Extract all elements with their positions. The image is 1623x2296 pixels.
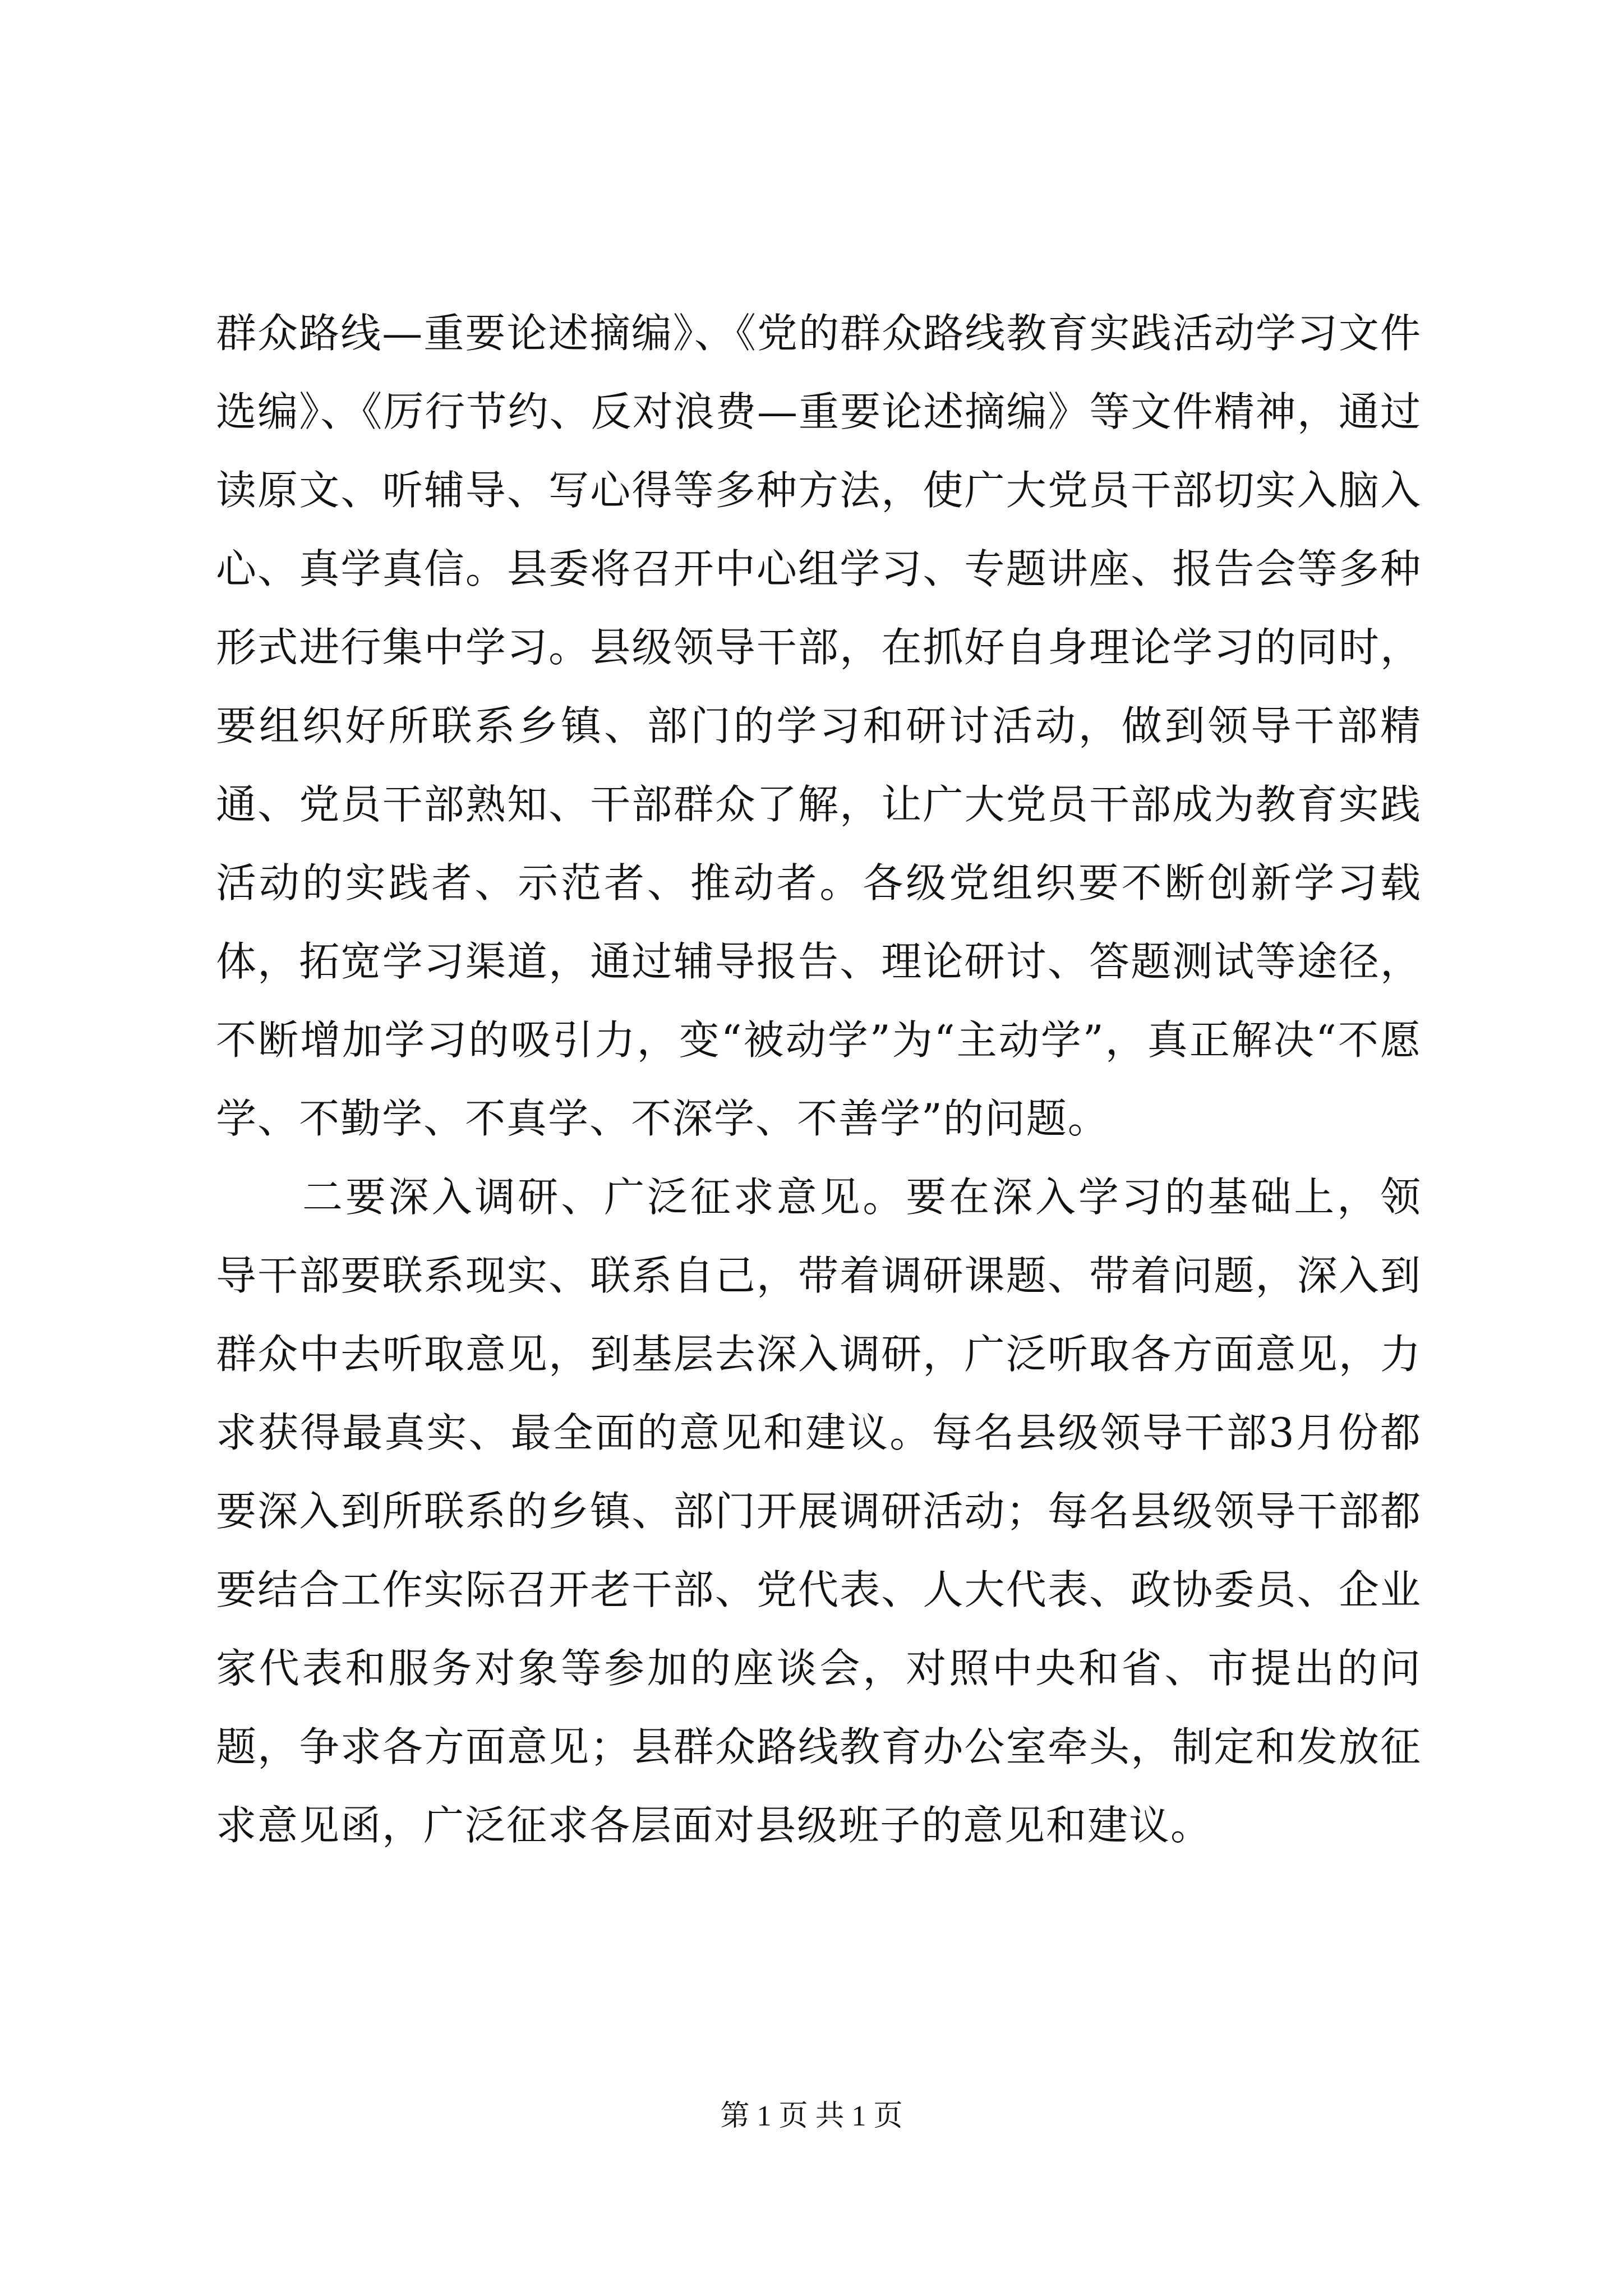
paragraph-research: 二要深入调研、广泛征求意见。要在深入学习的基础上，领导干部要联系现实、联系自己，带着调研课题、带着问题，深入到群众中去听取意见，到基层去深入调研，广泛听取各方面意见，力求获得最真实、最全面的意见和建议。每名县级领导干部3月份都要深入到所联系的乡镇、部门开展调研活动；每名县级领导干部都要结合工作实际召开老干部、党代表、人大代表、政协委员、企业家代表和服务对象等参加的座谈会，对照中央和省、市提出的问题，争求各方面意见；县群众路线教育办公室牵头，制定和发放征求意见函，广泛征求各层面对县级班子的意见和建议。: [216, 1174, 1422, 1849]
page-number-footer: 第 1 页 共 1 页: [720, 2100, 903, 2132]
paragraph-continued: 群众路线—重要论述摘编》、《党的群众路线教育实践活动学习文件选编》、《厉行节约、反对浪费—重要论述摘编》等文件精神，通过读原文、听辅导、写心得等多种方法，使广大党员干部切实入脑入心、真学真信。县委将召开中心组学习、专题讲座、报告会等多种形式进行集中学习。县级领导干部，在抓好自身理论学习的同时，要组织好所联系乡镇、部门的学习和研讨活动，做到领导干部精通、党员干部熟知、干部群众了解，让广大党员干部成为教育实践活动的实践者、示范者、推动者。各级党组织要不断创新学习载体，拓宽学习渠道，通过辅导报告、理论研讨、答题测试等途径，不断增加学习的吸引力，变“被动学”为“主动学”，真正解决“不愿学、不勤学、不真学、不深学、不善学”的问题。: [216, 310, 1422, 1142]
document-body: [216, 294, 1422, 1865]
